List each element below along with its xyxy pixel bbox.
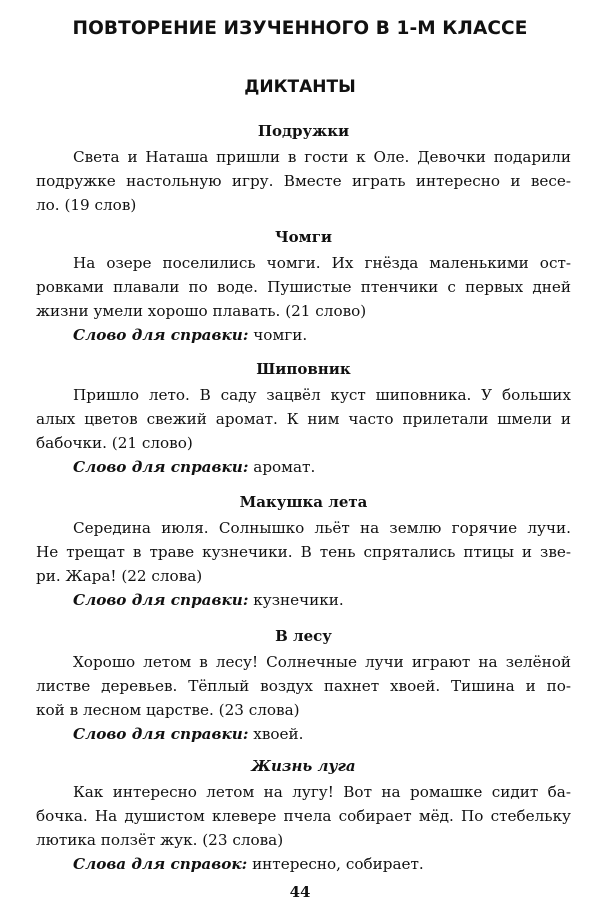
section-title: ДИКТАНТЫ bbox=[244, 77, 356, 97]
text-line: подружке настольную игру. Вместе играть интересно и весе- bbox=[36, 172, 571, 190]
text-line: Света и Наташа пришли в гости к Оле. Девочки подарили bbox=[73, 148, 571, 166]
reference-label: Слова для справок: bbox=[73, 855, 248, 873]
text-line: бабочки. (21 слово) bbox=[36, 434, 193, 452]
page-title: ПОВТОРЕНИЕ ИЗУЧЕННОГО В 1-М КЛАССЕ bbox=[72, 18, 528, 39]
dictation-title: Подружки bbox=[257, 122, 350, 140]
text-line: листве деревьев. Тёплый воздух пахнет хвоей. Тишина и по- bbox=[36, 677, 571, 695]
dictation-title: Чомги bbox=[274, 228, 333, 246]
text-line: ровками плавали по воде. Пушистые птенчики с первых дней bbox=[36, 278, 571, 296]
dictation-v-lesu bbox=[36, 624, 571, 746]
reference-text: кузнечики. bbox=[253, 591, 344, 609]
text-line: жизни умели хорошо плавать. (21 слово) bbox=[36, 302, 367, 320]
reference-word bbox=[36, 323, 571, 347]
dictation-chomgi bbox=[36, 225, 571, 347]
reference-label: Слово для справки: bbox=[73, 326, 249, 344]
reference-text: интересно, собирает. bbox=[252, 855, 424, 873]
reference-label: Слово для справки: bbox=[73, 591, 249, 609]
dictation-podruzhki bbox=[36, 119, 571, 217]
reference-label: Слово для справки: bbox=[73, 725, 249, 743]
dictation-title: В лесу bbox=[275, 627, 332, 645]
text-line: Как интересно летом на лугу! Вот на ромашке сидит ба- bbox=[73, 783, 571, 801]
reference-text: хвоей. bbox=[253, 725, 304, 743]
dictation-shipovnik bbox=[36, 357, 571, 479]
text-line: кой в лесном царстве. (23 слова) bbox=[36, 701, 300, 719]
dictation-title: Макушка лета bbox=[239, 493, 368, 511]
reference-text: аромат. bbox=[253, 458, 316, 476]
reference-word bbox=[36, 455, 571, 479]
dictation-makushka-leta bbox=[36, 490, 571, 612]
text-line: Хорошо летом в лесу! Солнечные лучи играют на зелёной bbox=[73, 653, 571, 671]
page-number: 44 bbox=[289, 883, 311, 901]
reference-label: Слово для справки: bbox=[73, 458, 249, 476]
text-line: Пришло лето. В саду зацвёл куст шиповника. У больших bbox=[73, 386, 571, 404]
text-line: алых цветов свежий аромат. К ним часто прилетали шмели и bbox=[36, 410, 571, 428]
dictation-zhizn-luga bbox=[36, 754, 571, 876]
reference-word bbox=[36, 722, 571, 746]
dictation-title: Жизнь луга bbox=[251, 757, 356, 775]
text-line: лютика ползёт жук. (23 слова) bbox=[36, 831, 284, 849]
text-line: Не трещат в траве кузнечики. В тень спрятались птицы и зве- bbox=[36, 543, 571, 561]
dictation-title: Шиповник bbox=[256, 360, 351, 378]
text-line: ри. Жара! (22 слова) bbox=[36, 567, 203, 585]
text-line: На озере поселились чомги. Их гнёзда маленькими ост- bbox=[73, 254, 571, 272]
reference-word bbox=[36, 588, 571, 612]
text-line: бочка. На душистом клевере пчела собирает мёд. По стебельку bbox=[36, 807, 571, 825]
reference-text: чомги. bbox=[253, 326, 308, 344]
text-line: Середина июля. Солнышко льёт на землю горячие лучи. bbox=[73, 519, 571, 537]
text-line: ло. (19 слов) bbox=[36, 196, 137, 214]
reference-word bbox=[36, 852, 571, 876]
